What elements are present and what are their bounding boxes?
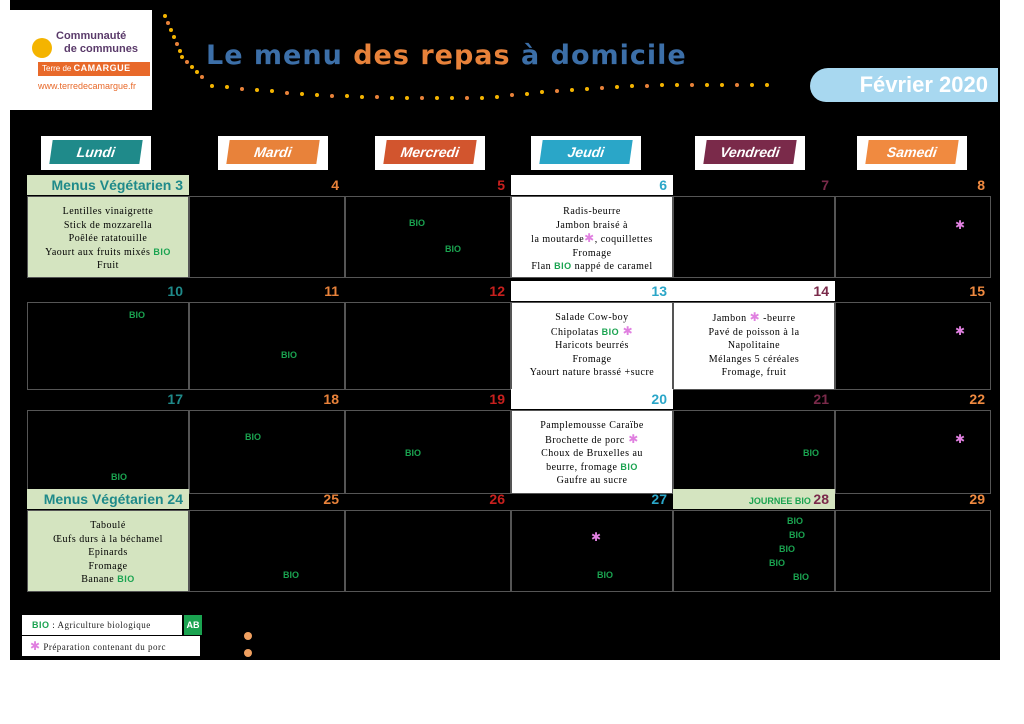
menu-line: Flan BIO nappé de caramel: [531, 261, 653, 272]
day-number: 8: [977, 177, 985, 193]
dot-icon: [172, 35, 176, 39]
menu-line: Chipolatas BIO ✱: [550, 323, 634, 338]
pork-icon: ✱: [955, 324, 966, 338]
dot-icon: [450, 96, 454, 100]
orange-dot-icon: [244, 649, 252, 657]
menu-line: Choux de Bruxelles au: [541, 448, 643, 459]
menu-line: Brochette de porc ✱: [545, 431, 639, 446]
day-label: Samedi: [865, 140, 958, 164]
bio-badge: BIO: [150, 246, 171, 257]
menu-line: Œufs durs à la béchamel: [53, 533, 163, 545]
menu-line: Fromage: [88, 560, 128, 572]
day-number: 18: [323, 391, 339, 407]
dot-icon: [210, 84, 214, 88]
dot-icon: [735, 83, 739, 87]
bio-badge: BIO: [598, 326, 620, 337]
dot-icon: [420, 96, 424, 100]
day-menu: [835, 196, 991, 278]
dot-icon: [166, 21, 170, 25]
day-menu: [511, 302, 673, 390]
dot-icon: [178, 49, 182, 53]
dot-icon: [180, 55, 184, 59]
day-number: 26: [489, 491, 505, 507]
day-number: 14: [673, 281, 835, 301]
pork-icon: ✱: [749, 310, 761, 324]
bio-badge: BIO: [409, 218, 426, 228]
day-menu: [345, 302, 511, 390]
bio-badge: BIO: [114, 574, 135, 584]
menu-line: Yaourt aux fruits mixés BIO: [45, 246, 171, 258]
day-menu: [189, 302, 345, 390]
menu-line: Yaourt nature brassé +sucre: [529, 367, 655, 378]
bio-badge: BIO: [803, 448, 820, 458]
community-logo: [10, 10, 152, 110]
logo-line1: Communauté: [56, 30, 127, 42]
day-header-4: [695, 136, 805, 170]
day-menu: [345, 410, 511, 494]
day-number: 25: [323, 491, 339, 507]
menu-line: Fromage: [572, 353, 612, 365]
menu-line: Stick de mozzarella: [63, 219, 153, 231]
dot-icon: [390, 96, 394, 100]
bio-badge: BIO: [111, 472, 128, 482]
menu-line: Fruit: [97, 260, 119, 271]
pork-icon: ✱: [584, 231, 595, 245]
pork-icon: ✱: [955, 432, 966, 446]
bio-badge: BIO: [283, 570, 300, 580]
menu-line: Mélanges 5 céréales: [708, 353, 800, 365]
bio-badge: BIO: [245, 432, 262, 442]
day-menu: [673, 302, 835, 390]
menu-line: la moutarde✱, coquillettes: [531, 231, 653, 245]
dot-icon: [190, 65, 194, 69]
menu-line: Epinards: [88, 547, 128, 558]
dot-icon: [480, 96, 484, 100]
day-number: 13: [511, 281, 673, 301]
day-number: 27: [651, 491, 667, 507]
dot-icon: [690, 83, 694, 87]
orange-dot-icon: [244, 632, 252, 640]
menu-line: Fromage, fruit: [721, 367, 787, 378]
day-menu: [27, 410, 189, 494]
day-menu: [189, 196, 345, 278]
day-number: 5: [497, 177, 505, 193]
bio-badge: BIO: [789, 530, 806, 540]
day-menu: [673, 510, 835, 592]
dot-icon: [315, 93, 319, 97]
bio-badge: BIO: [554, 261, 572, 271]
page-title: Le menu des repas à domicile: [206, 40, 687, 71]
day-menu: [27, 510, 189, 592]
bio-badge: BIO: [445, 244, 462, 254]
day-menu: [835, 410, 991, 494]
logo-url: www.terredecamargue.fr: [38, 81, 137, 91]
dot-icon: [200, 75, 204, 79]
bio-badge: BIO: [793, 572, 810, 582]
bio-badge: BIO: [281, 350, 298, 360]
day-menu: [511, 410, 673, 494]
menu-line: Fromage: [572, 247, 612, 259]
day-label: Mercredi: [383, 140, 476, 164]
day-menu: [189, 410, 345, 494]
day-menu: [189, 510, 345, 592]
menu-line: Lentilles vinaigrette: [62, 206, 154, 217]
pork-icon: ✱: [591, 530, 602, 544]
menu-line: Salade Cow-boy: [555, 312, 629, 323]
ab-logo: AB: [184, 615, 202, 635]
day-menu: [27, 302, 189, 390]
dot-icon: [285, 91, 289, 95]
dot-icon: [705, 83, 709, 87]
day-number: Menus Végétarien 24: [27, 489, 189, 509]
pork-icon: ✱: [955, 218, 966, 232]
dot-icon: [163, 14, 167, 18]
menu-line: Taboulé: [90, 520, 126, 531]
journee-bio-label: JOURNEE BIO: [748, 496, 814, 506]
bio-badge: BIO: [129, 310, 146, 320]
day-number: 15: [969, 283, 985, 299]
dot-icon: [169, 28, 173, 32]
dot-icon: [570, 88, 574, 92]
day-menu: [345, 510, 511, 592]
dot-icon: [360, 95, 364, 99]
day-label: Jeudi: [539, 140, 632, 164]
day-number: 29: [969, 491, 985, 507]
day-number: 4: [331, 177, 339, 193]
day-header-1: [218, 136, 328, 170]
dot-icon: [300, 92, 304, 96]
dot-icon: [405, 96, 409, 100]
legend-bio: BIO : Agriculture biologique: [22, 615, 182, 635]
day-header-5: [857, 136, 967, 170]
dot-icon: [330, 94, 334, 98]
day-number: 17: [167, 391, 183, 407]
menu-line: Jambon braisé à: [556, 219, 628, 231]
day-menu: [511, 196, 673, 278]
day-header-2: [375, 136, 485, 170]
day-number: 10: [167, 283, 183, 299]
bio-badge: BIO: [405, 448, 422, 458]
menu-line: Banane BIO: [81, 574, 135, 585]
dot-icon: [720, 83, 724, 87]
day-header-3: [531, 136, 641, 170]
bio-badge: BIO: [787, 516, 804, 526]
dot-icon: [495, 95, 499, 99]
dot-icon: [465, 96, 469, 100]
dot-icon: [195, 70, 199, 74]
day-number: Menus Végétarien 3: [27, 175, 189, 195]
day-label: Vendredi: [703, 140, 796, 164]
day-number: 11: [324, 283, 339, 299]
legend-pork: ✱ Préparation contenant du porc: [22, 636, 200, 656]
day-number: 6: [511, 175, 673, 195]
day-number: 20: [511, 389, 673, 409]
dot-icon: [525, 92, 529, 96]
dot-icon: [175, 42, 179, 46]
day-menu: [835, 510, 991, 592]
logo-line2: de communes: [64, 43, 138, 55]
menu-line: Napolitaine: [727, 340, 781, 351]
dot-icon: [600, 86, 604, 90]
bio-badge: BIO: [769, 558, 786, 568]
day-menu: [345, 196, 511, 278]
logo-line3: Terre de CAMARGUE: [42, 63, 131, 73]
pork-icon: ✱: [619, 323, 634, 338]
menu-line: Gaufre au sucre: [556, 475, 628, 486]
day-label: Mardi: [226, 140, 319, 164]
day-label: Lundi: [49, 140, 142, 164]
day-number: 22: [969, 391, 985, 407]
day-menu: [835, 302, 991, 390]
sun-icon: [32, 38, 52, 58]
day-header-0: [41, 136, 151, 170]
menu-line: Pavé de poisson à la: [708, 326, 800, 338]
day-menu: [673, 196, 835, 278]
bio-badge: BIO: [779, 544, 796, 554]
day-number: 7: [821, 177, 829, 193]
day-number: 19: [489, 391, 505, 407]
day-number: 12: [489, 283, 505, 299]
menu-line: Poêlée ratatouille: [68, 233, 148, 244]
month-banner: Février 2020: [810, 68, 998, 102]
dot-icon: [240, 87, 244, 91]
bio-badge: BIO: [597, 570, 614, 580]
day-menu: [511, 510, 673, 592]
day-menu: [27, 196, 189, 278]
menu-line: Haricots beurrés: [555, 340, 629, 351]
dot-icon: [435, 96, 439, 100]
menu-line: Radis-beurre: [563, 206, 621, 217]
dot-icon: [185, 60, 189, 64]
menu-line: Pamplemousse Caraïbe: [540, 420, 644, 431]
dot-icon: [645, 84, 649, 88]
pork-icon: ✱: [624, 431, 639, 446]
day-number: 21: [813, 391, 829, 407]
menu-line: Jambon ✱ -beurre: [712, 310, 796, 324]
bio-badge: BIO: [617, 461, 638, 472]
menu-line: beurre, fromage BIO: [546, 461, 638, 473]
day-number: [673, 489, 835, 509]
dot-icon: [585, 87, 589, 91]
day-number-value: 28: [813, 491, 829, 507]
